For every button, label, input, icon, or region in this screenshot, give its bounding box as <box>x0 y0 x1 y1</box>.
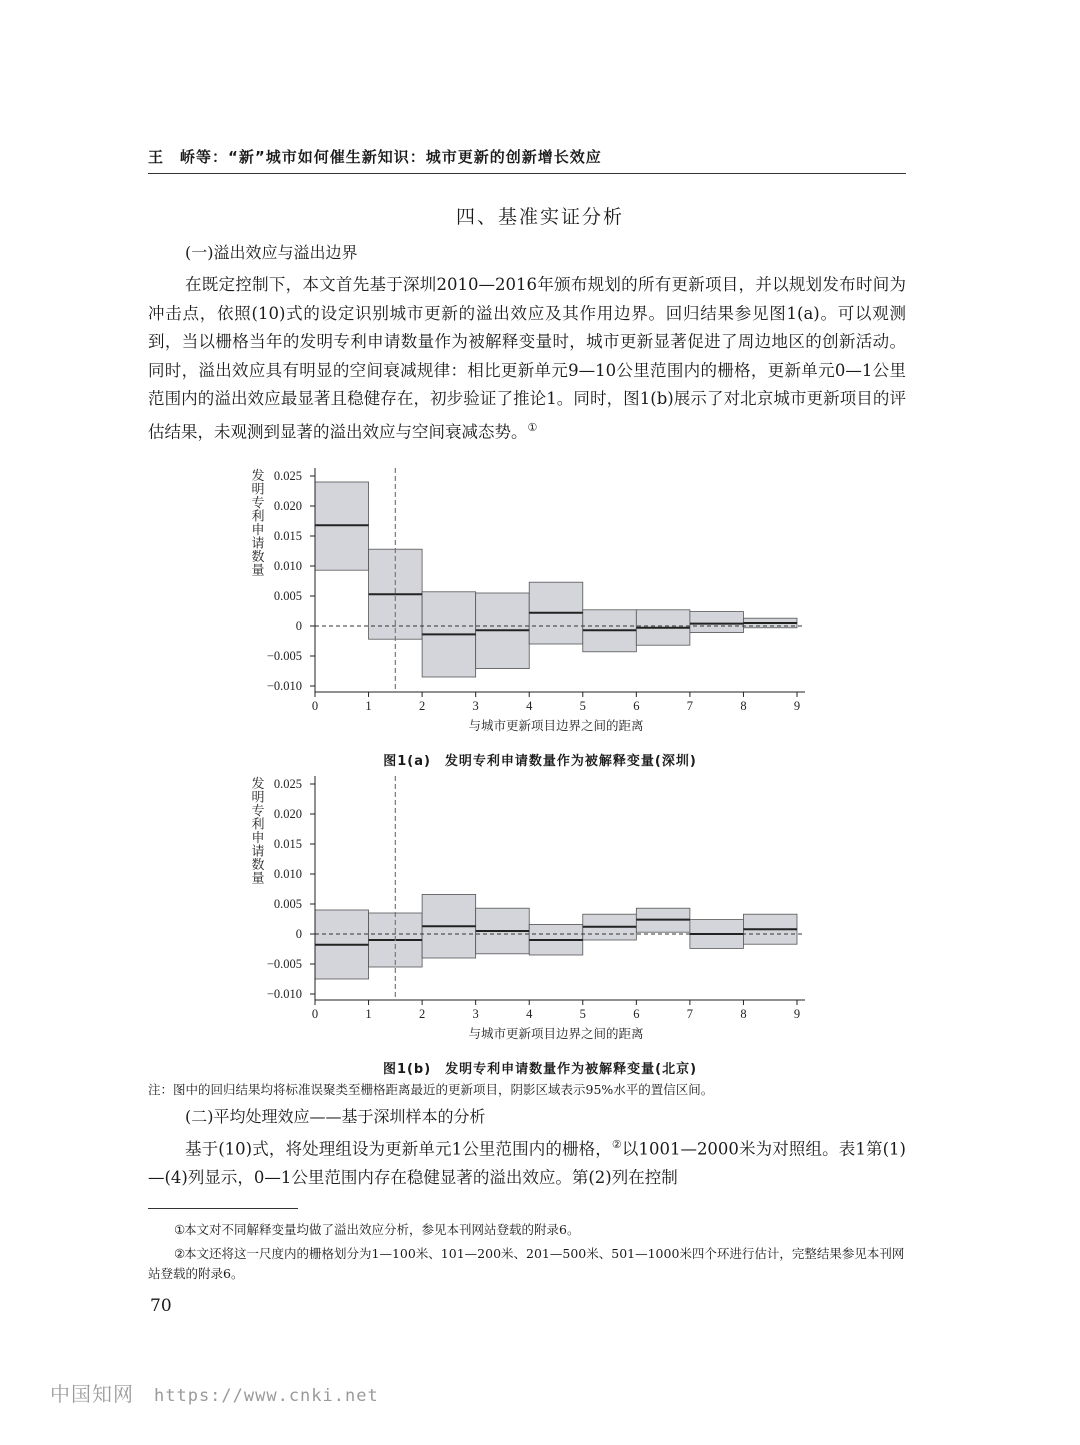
y-tick-label-7: −0.010 <box>266 987 302 1001</box>
y-tick-label-6: −0.005 <box>266 957 302 971</box>
y-tick-label-2: 0.015 <box>273 529 302 543</box>
watermark-url[interactable]: https://www.cnki.net <box>154 1386 379 1406</box>
x-tick-label-1: 1 <box>365 1007 372 1021</box>
figure-1a-chart <box>240 464 840 732</box>
figure-1a-caption: 图1(a) 发明专利申请数量作为被解释变量(深圳) <box>383 754 697 769</box>
figure-1a <box>240 464 840 732</box>
y-tick-label-3: 0.010 <box>273 867 302 881</box>
x-axis-label: 与城市更新项目边界之间的距离 <box>468 1026 644 1040</box>
y-tick-label-2: 0.015 <box>273 837 302 851</box>
y-tick-label-0: 0.025 <box>273 777 302 791</box>
x-tick-label-3: 3 <box>472 699 479 713</box>
y-tick-label-0: 0.025 <box>273 469 302 483</box>
x-tick-label-7: 7 <box>686 699 694 713</box>
y-tick-label-4: 0.005 <box>273 897 302 911</box>
x-tick-label-6: 6 <box>633 699 640 713</box>
paragraph-2-text-a: 基于(10)式，将处理组设为更新单元1公里范围内的栅格， <box>185 1139 612 1159</box>
x-tick-label-8: 8 <box>740 1007 747 1021</box>
y-tick-label-7: −0.010 <box>266 679 302 693</box>
watermark-brand: 中国知网 <box>50 1382 134 1406</box>
page-number: 70 <box>150 1296 172 1316</box>
x-tick-label-9: 9 <box>793 699 801 713</box>
y-tick-label-1: 0.020 <box>273 807 302 821</box>
footnote-divider <box>148 1208 298 1209</box>
footnote-1-text: 本文对不同解释变量均做了溢出效应分析，参见本刊网站登载的附录6。 <box>184 1222 580 1237</box>
footnote-ref-1[interactable]: ① <box>527 420 538 434</box>
cnki-watermark <box>50 1378 379 1407</box>
paragraph-1-text: 在既定控制下，本文首先基于深圳2010—2016年颁布规划的所有更新项目，并以规划发布时间为冲击点，依照(10)式的设定识别城市更新的溢出效应及其作用边界。回归结果参见图1(a)。可以观测到，当以栅格当年的发明专利申请数量作为被解释变量时，城市更新显著促进了周边地区的创新活动。同时，溢出效应具有明显的空间衰减规律：相比更新单元9—10公里范围内的栅格，更新单元0—1公里范围内的溢出效应最显著且稳健存在，初步验证了推论1。同时，图1(b)展示了对北京城市更新项目的评估结果，未观测到显著的溢出效应与空间衰减态势。 <box>148 275 906 441</box>
x-tick-label-4: 4 <box>526 1007 533 1021</box>
figure-note: 注：图中的回归结果均将标准误聚类至栅格距离最近的更新项目，阴影区域表示95%水平的置信区间。 <box>148 1082 714 1097</box>
x-tick-label-0: 0 <box>311 1007 319 1021</box>
y-tick-label-4: 0.005 <box>273 589 302 603</box>
x-tick-label-6: 6 <box>633 1007 640 1021</box>
footnote-1-mark: ① <box>174 1222 186 1237</box>
x-tick-label-1: 1 <box>365 699 372 713</box>
x-tick-label-0: 0 <box>311 699 319 713</box>
x-tick-label-9: 9 <box>793 1007 801 1021</box>
footnote-2-text: 本文还将这一尺度内的栅格划分为1—100米、101—200米、201—500米、501—1000米四个环进行估计，完整结果参见本刊网站登载的附录6。 <box>148 1246 905 1281</box>
section-title: 四、基准实证分析 <box>455 206 624 228</box>
footnote-ref-2[interactable]: ② <box>611 1138 622 1151</box>
x-tick-label-5: 5 <box>579 1007 586 1021</box>
x-tick-label-4: 4 <box>526 699 533 713</box>
figure-1b-chart <box>240 772 840 1040</box>
subsection-title-2: (二)平均处理效应——基于深圳样本的分析 <box>185 1107 486 1126</box>
y-tick-label-5: 0 <box>295 927 302 941</box>
y-tick-label-1: 0.020 <box>273 499 302 513</box>
y-tick-label-6: −0.005 <box>266 649 302 663</box>
x-tick-label-2: 2 <box>418 1007 426 1021</box>
paragraph-1 <box>148 271 906 447</box>
footnote-2 <box>148 1244 908 1284</box>
ci-band-7 <box>690 612 744 633</box>
x-tick-label-8: 8 <box>740 699 747 713</box>
x-tick-label-5: 5 <box>579 699 586 713</box>
figure-1b <box>240 772 840 1040</box>
y-tick-label-3: 0.010 <box>273 559 302 573</box>
x-tick-label-7: 7 <box>686 1007 694 1021</box>
x-axis-label: 与城市更新项目边界之间的距离 <box>468 718 644 732</box>
subsection-title-1: (一)溢出效应与溢出边界 <box>185 243 358 262</box>
y-axis-label: 发明专利申请数量 <box>251 777 265 887</box>
x-tick-label-2: 2 <box>418 699 426 713</box>
footnote-2-mark: ② <box>174 1246 186 1261</box>
paragraph-2 <box>148 1131 906 1193</box>
figure-1b-caption: 图1(b) 发明专利申请数量作为被解释变量(北京) <box>382 1062 698 1077</box>
y-axis-label: 发明专利申请数量 <box>251 469 265 579</box>
footnote-1 <box>148 1220 908 1240</box>
paragraph-2-text-b: 以1001—2000米为对照组。表1第(1)—(4)列显示，0—1公里范围内存在稳健显著的溢出效应。第(2)列在控制 <box>148 1139 906 1187</box>
running-header: 王 峤等：“新”城市如何催生新知识：城市更新的创新增长效应 <box>148 146 906 174</box>
x-tick-label-3: 3 <box>472 1007 479 1021</box>
y-tick-label-5: 0 <box>295 619 302 633</box>
